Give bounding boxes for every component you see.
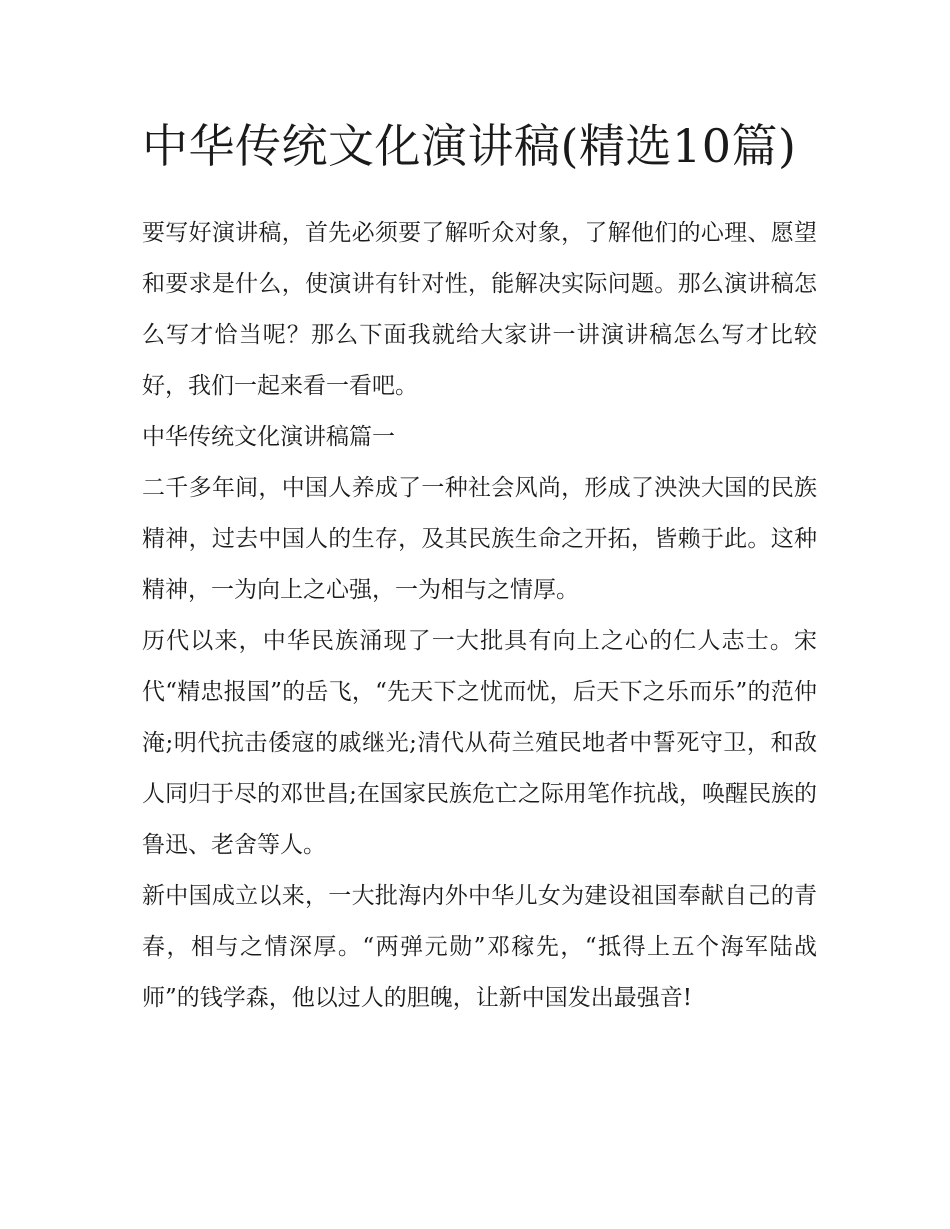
body-paragraph-1: 二千多年间，中国人养成了一种社会风尚，形成了泱泱大国的民族精神，过去中国人的生存，及其民族生命之开拓，皆赖于此。这种精神，一为向上之心强，一为相与之情厚。 [142,475,817,603]
body-paragraph-3: 新中国成立以来，一大批海内外中华儿女为建设祖国奉献自己的青春，相与之情深厚。“两弹元勋”邓稼先，“抵得上五个海军陆战师”的钱学森，他以过人的胆魄，让新中国发出最强音! [142,883,817,1011]
document-title: 中华传统文化演讲稿(精选10篇) [142,119,797,173]
intro-paragraph: 要写好演讲稿，首先必须要了解听众对象，了解他们的心理、愿望和要求是什么，使演讲有针对性，能解决实际问题。那么演讲稿怎么写才恰当呢？那么下面我就给大家讲一讲演讲稿怎么写才比较好，我们一起来看一看吧。 [142,220,817,399]
body-paragraph-2: 历代以来，中华民族涌现了一大批具有向上之心的仁人志士。宋代“精忠报国”的岳飞，“先天下之忧而忧，后天下之乐而乐”的范仲淹;明代抗击倭寇的戚继光;清代从荷兰殖民地者中誓死守卫，和敌人同归于尽的邓世昌;在国家民族危亡之际用笔作抗战，唤醒民族的鲁迅、老舍等人。 [142,628,817,858]
document-body [142,108,817,1024]
section-heading: 中华传统文化演讲稿篇一 [142,424,395,450]
